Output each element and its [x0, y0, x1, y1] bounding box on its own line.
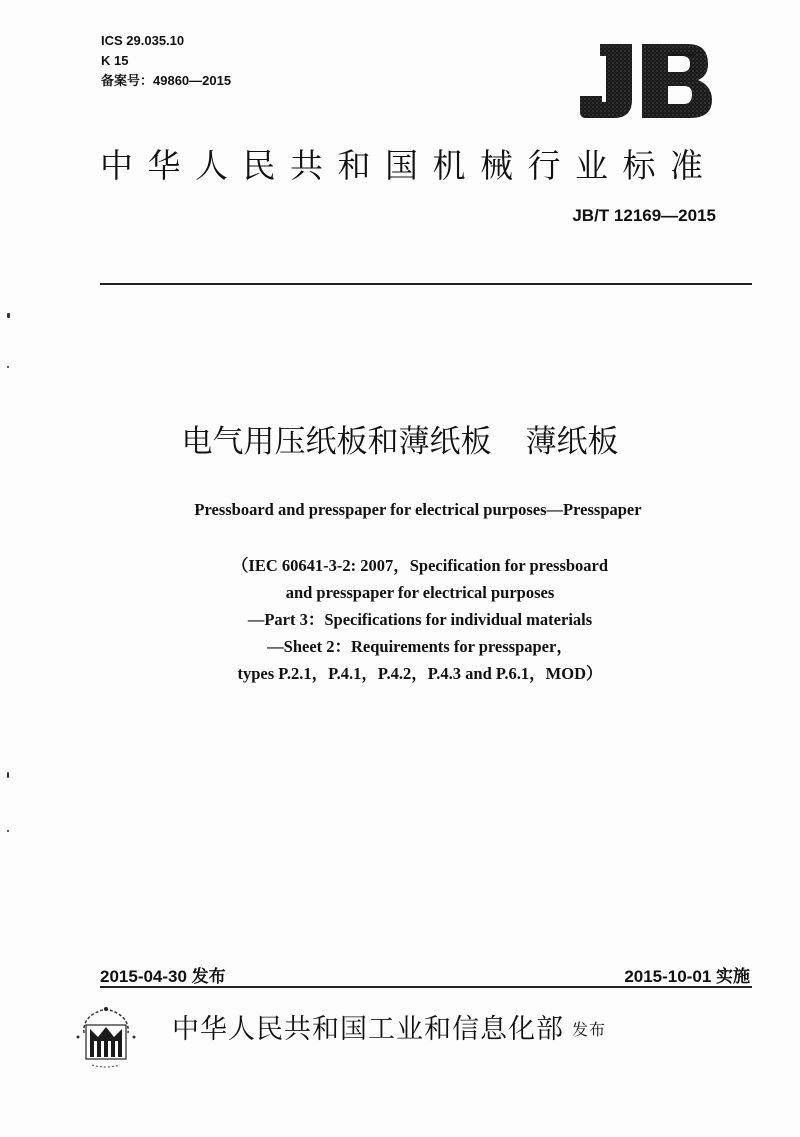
classification-codes: [101, 31, 231, 91]
document-title-en: Pressboard and presspaper for electrical purposes—Presspaper: [194, 500, 642, 519]
scan-speck: [7, 772, 9, 778]
adoption-line: and presspaper for electrical purposes: [285, 583, 555, 602]
title-part: 薄纸板: [525, 424, 619, 460]
implementation-date: 2015-10-01 实施: [624, 967, 750, 986]
adoption-line: types P.2.1，P.4.1，P.4.2，P.4.3 and P.6.1，MOD）: [237, 664, 603, 683]
adoption-line: （IEC 60641-3-2: 2007，Specification for pressboard: [231, 556, 609, 575]
ics-code: ICS 29.035.10: [101, 33, 185, 48]
adoption-line: —Sheet 2：Requirements for presspaper，: [267, 637, 573, 656]
standard-number: JB/T 12169—2015: [572, 206, 716, 225]
scan-speck: [7, 313, 10, 318]
adoption-line: —Part 3：Specifications for individual materials: [247, 610, 593, 629]
publisher-name: 中华人民共和国工业和信息化部: [172, 1014, 564, 1045]
ministry-emblem-icon: [72, 1003, 140, 1069]
document-title-zh: [0, 420, 800, 464]
jb-standard-logo: [580, 42, 712, 120]
publisher-action: 发布: [572, 1020, 607, 1039]
publisher: [172, 1013, 606, 1047]
class-code: K 15: [101, 53, 129, 68]
date-divider: [100, 986, 752, 988]
scan-speck: [7, 830, 9, 832]
adoption-statement: [0, 552, 800, 687]
filing-number: 备案号：49860—2015: [101, 73, 232, 88]
standard-category: 中华人民共和国机械行业标准: [100, 146, 718, 185]
scan-speck: [7, 366, 9, 368]
header-divider: [100, 283, 752, 285]
issue-date: 2015-04-30 发布: [100, 967, 226, 986]
title-main: 电气用压纸板和薄纸板: [181, 424, 492, 460]
